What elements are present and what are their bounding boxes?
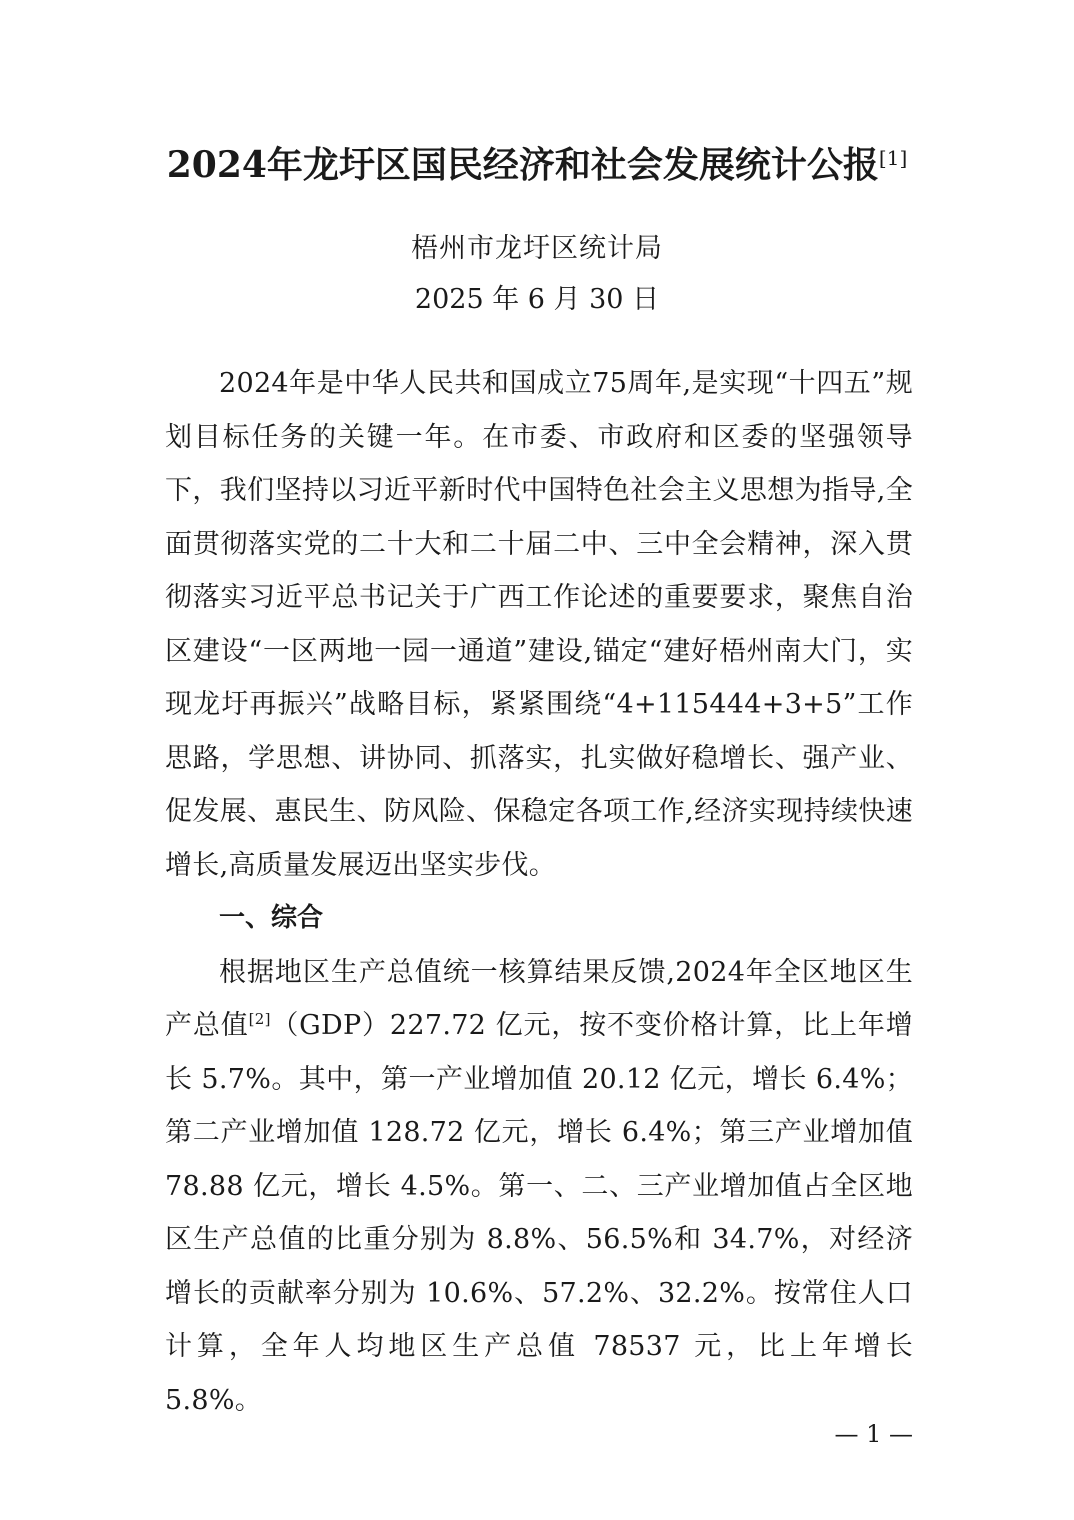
title-footnote-marker: [1]	[878, 146, 908, 170]
page-number: — 1 —	[834, 1420, 913, 1448]
section-general-paragraph	[165, 946, 913, 1428]
section-general-text-a: 根据地区生产总值统一核算结果反馈,2024年全区地区生产总值	[165, 956, 913, 1041]
document-body	[165, 357, 913, 1427]
document-title	[0, 138, 1074, 192]
title-text: 2024年龙圩区国民经济和社会发展统计公报	[166, 144, 879, 186]
section-general-text-b: （GDP）227.72 亿元，按不变价格计算，比上年增长 5.7%。其中，第一产业增加值 20.12 亿元，增长 6.4%；第二产业增加值 128.72 亿元，增长 6.4%；第三产业增加值 78.88 亿元，增长 4.5%。第一、二、三产业增加值占全区地区生产总值的比重分别为 8.8%、56.5%和 34.7%，对经济增长的贡献率分别为 10.6%、57.2%、32.2%。按常住人口计算，全年人均地区生产总值 78537 元，比上年增长 5.8%。	[165, 1010, 913, 1416]
document-date: 2025 年 6 月 30 日	[414, 284, 660, 315]
gdp-footnote-marker: [2]	[248, 1010, 271, 1028]
document-author: 梧州市龙圩区统计局	[411, 233, 663, 264]
section-heading-general: 一、综合	[219, 903, 324, 933]
intro-paragraph: 2024年是中华人民共和国成立75周年,是实现“十四五”规划目标任务的关键一年。在市委、市政府和区委的坚强领导下，我们坚持以习近平新时代中国特色社会主义思想为指导,全面贯彻落实党的二十大和二十届二中、三中全会精神，深入贯彻落实习近平总书记关于广西工作论述的重要要求，聚焦自治区建设“一区两地一园一通道”建设,锚定“建好梧州南大门，实现龙圩再振兴”战略目标，紧紧围绕“4+115444+3+5”工作思路，学思想、讲协同、抓落实，扎实做好稳增长、强产业、促发展、惠民生、防风险、保稳定各项工作,经济实现持续快速增长,高质量发展迈出坚实步伐。	[165, 368, 913, 881]
